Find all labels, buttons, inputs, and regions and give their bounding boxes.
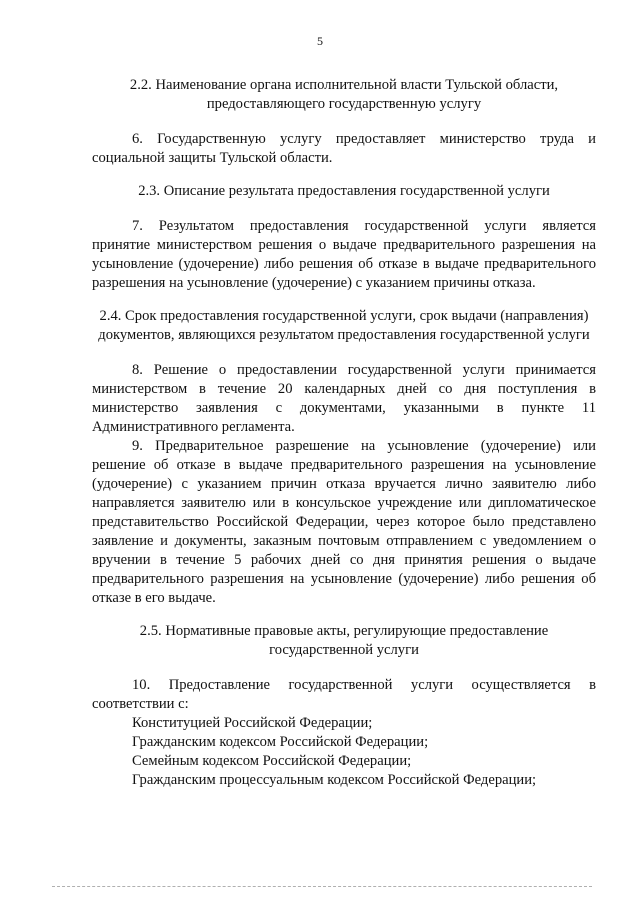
section-heading-2-5: 2.5. Нормативные правовые акты, регулирующие предоставление государственной услуги <box>139 623 549 658</box>
section-heading-2-4: 2.4. Срок предоставления государственной услуги, срок выдачи (направления) документов, являющихся результатом предоставления государственной услуги <box>98 308 590 343</box>
list-item: Семейным кодексом Российской Федерации; <box>132 753 412 769</box>
page-number: 5 <box>317 34 323 48</box>
paragraph-6: 6. Государственную услугу предоставляет министерство труда и социальной защиты Тульской области. <box>92 131 596 166</box>
list-item: Конституцией Российской Федерации; <box>132 715 373 731</box>
list-item: Гражданским процессуальным кодексом Российской Федерации; <box>132 772 537 788</box>
section-heading-2-3: 2.3. Описание результата предоставления государственной услуги <box>138 183 550 199</box>
list-item: Гражданским кодексом Российской Федерации; <box>132 734 429 750</box>
paragraph-7: 7. Результатом предоставления государственной услуги является принятие министерством решения о выдаче предварительного разрешения на усыновление (удочерение) либо решения об отказе в выдаче предварительного разрешения на усыновление (удочерение) с указанием причины отказа. <box>92 218 596 291</box>
footer-divider <box>52 886 592 887</box>
paragraph-10: 10. Предоставление государственной услуги осуществляется в соответствии с: <box>92 677 596 712</box>
document-body <box>92 76 596 790</box>
paragraph-9: 9. Предварительное разрешение на усыновление (удочерение) или решение об отказе в выдаче предварительного разрешения на усыновление (удочерение) с указанием причин отказа вручается лично заявителю либо направляется заявителю или в консульское учреждение или дипломатическое представительство Российской Федерации, через которое было представлено заявление и документы, заказным почтовым отправлением с уведомлением о вручении в течение 5 рабочих дней со дня принятия решения о выдаче предварительного разрешения на усыновление (удочерение) либо решения об отказе в его выдаче. <box>92 438 596 606</box>
paragraph-8: 8. Решение о предоставлении государственной услуги принимается министерством в течение 20 календарных дней со дня поступления в министерство заявления с документами, указанными в пункте 11 Административного регламента. <box>92 362 596 435</box>
section-heading-2-2: 2.2. Наименование органа исполнительной власти Тульской области, предоставляющего государственную услугу <box>129 77 559 112</box>
